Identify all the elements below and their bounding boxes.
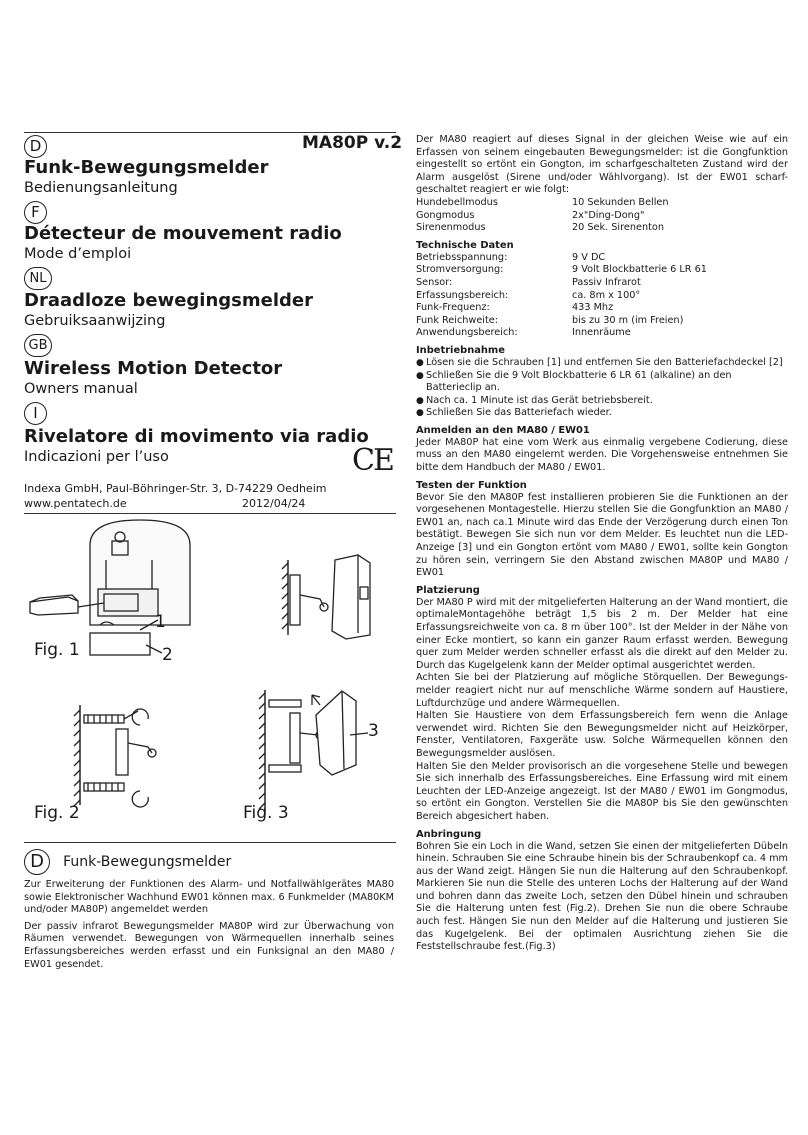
bullet-text: Schließen Sie das Batteriefach wieder.	[426, 407, 612, 419]
model-label: MA80P v.2	[302, 133, 403, 153]
paragraph: Der MA80 reagiert auf dieses Signal in der gleichen Weise wie auf ein Erfassen von seinem eingebauten Bewegungsmelder: ist die Gongfunktion eingestellt so ertönt ein Gongton, im scharfgeschalteten Zustand wird der Alarm ausgelöst (Sirene und/oder Wählvorgang). Ist der EW01 scharf-geschaltet reagiert er wie folgt:	[416, 134, 788, 196]
company-address: Indexa GmbH, Paul-Böhringer-Str. 3, D-74229 Oedheim	[24, 482, 327, 495]
mode-list	[416, 197, 788, 235]
fig3-label: Fig. 3	[243, 803, 289, 823]
bullet-item	[416, 395, 788, 408]
tech-value: Innenräume	[572, 327, 631, 339]
bullet-icon: ●	[416, 395, 424, 406]
tech-key: Anwendungsbereich:	[416, 327, 518, 339]
bullet-item	[416, 357, 788, 370]
setup-heading: Inbetriebnahme	[416, 344, 505, 356]
lang-block-gb	[24, 334, 52, 357]
mode-value: 2x"Ding-Dong"	[572, 209, 645, 221]
bullet-icon: ●	[416, 408, 424, 419]
tech-key: Funk Reichweite:	[416, 314, 499, 326]
lang-code-badge: F	[24, 201, 47, 224]
paragraph: Zur Erweiterung der Funktionen des Alarm- und Notfallwählgerätes MA80 sowie Elektronischer Wachhund EW01 können max. 6 Funkmelder (MA80KM und/oder MA80P) angemeldet werden	[24, 879, 394, 916]
lang-title-gb: Wireless Motion Detector	[24, 358, 283, 379]
tech-list	[416, 252, 788, 340]
register-heading: Anmelden an den MA80 / EW01	[416, 424, 590, 436]
tech-value: 433 Mhz	[572, 302, 614, 314]
tech-row	[416, 327, 788, 340]
lang-code-badge: I	[24, 402, 47, 425]
tech-row	[416, 277, 788, 290]
paragraph: Halten Sie den Melder provisorisch an die vorgesehene Stelle und bewegen Sie sich innerhalb des Erfassungsbereiches. Eine Erfassung wird mit einem Leuchten der LED-Anzeige angezeigt. Ist der MA80 / EW01 im Gongmodus, so ertönt ein Gongton. Verstellen Sie die MA80P bis Sie den gewünschten Bereich abgesichert haben.	[416, 760, 788, 822]
callout-3: 3	[368, 721, 379, 741]
fig1-drawing	[30, 520, 190, 655]
lang-subtitle-nl: Gebruiksaanwijzing	[24, 313, 166, 329]
mode-key: Sirenenmodus	[416, 222, 486, 234]
lang-title-de: Funk-Bewegungsmelder	[24, 157, 269, 178]
bullet-icon: ●	[416, 370, 424, 381]
tech-key: Stromversorgung:	[416, 264, 504, 276]
fig2-label: Fig. 2	[34, 803, 80, 823]
bullet-item	[416, 370, 788, 395]
section-de-body	[24, 879, 394, 975]
tech-key: Erfassungsbereich:	[416, 289, 509, 301]
mode-value: 10 Sekunden Bellen	[572, 196, 669, 208]
paragraph: Bevor Sie den MA80P fest installieren probieren Sie die Funktionen an der vorgesehenen Montagestelle. Hierzu stellen Sie die Gongfunktion an MA80 / EW01 an, nach ca.1 Minute wird das Ende der Verzögerung durch einen Ton bestätigt. Bewegen Sie sich nun vor dem Melder. Es leuchtet nun die LED-Anzeige [3] und ein Gongton ertönt vom MA80 / EW01, sollte kein Gongton zu hören sein, verringern Sie den Abstand zwischen MA80P und MA80 / EW01	[416, 491, 788, 579]
section-heading: Funk-Bewegungsmelder	[63, 854, 232, 870]
right-column	[416, 134, 788, 954]
place-heading: Platzierung	[416, 584, 480, 596]
callout-2: 2	[162, 645, 173, 665]
lang-title-fr: Détecteur de mouvement radio	[24, 223, 342, 244]
lang-code-badge: D	[24, 135, 47, 158]
paragraph: Der MA80 P wird mit der mitgelieferten Halterung an der Wand montiert, die optimaleMontagehöhe beträgt 1,5 bis 2 m. Der Melder hat eine Erfassungsreichweite von ca. 8 m über 100°. Ist der Melder in der Nähe von einer Ecke montiert, so kann ein ganzer Raum erfasst werden. Bewegung quer zum Melder werden schneller erfasst als die direkt auf den Melder zu. Durch das Kugelgelenk kann der Melder optimal ausgerichtet werden.	[416, 596, 788, 671]
mode-row	[416, 210, 788, 223]
callout-1: 1	[155, 612, 166, 632]
tech-row	[416, 252, 788, 265]
tech-key: Betriebsspannung:	[416, 251, 508, 263]
lang-subtitle-de: Bedienungsanleitung	[24, 180, 178, 196]
mode-row	[416, 197, 788, 210]
bullet-icon: ●	[416, 357, 424, 368]
company-website: www.pentatech.de	[24, 497, 127, 510]
tech-key: Sensor:	[416, 276, 453, 288]
section-de-header	[24, 849, 231, 875]
lang-title-it: Rivelatore di movimento via radio	[24, 426, 369, 447]
tech-value: Passiv Infrarot	[572, 276, 641, 288]
mount-heading: Anbringung	[416, 828, 482, 840]
tech-value: bis zu 30 m (im Freien)	[572, 314, 684, 326]
tech-heading: Technische Daten	[416, 239, 514, 251]
paragraph: Jeder MA80P hat eine vom Werk aus einmalig vergebene Codierung, diese muss an den MA80 eingelernt werden. Die Vorgehensweise entnehmen Sie bitte dem Handbuch der MA80 / EW01.	[416, 436, 788, 474]
lang-title-nl: Draadloze bewegingsmelder	[24, 290, 313, 311]
tech-row	[416, 264, 788, 277]
lang-block-fr	[24, 201, 47, 224]
paragraph: Bohren Sie ein Loch in die Wand, setzen Sie einen der mitgelieferten Dübeln hinein. Schrauben Sie eine Schraube hinein bis der Schraubenkopf ca. 4 mm aus der Wand zeigt. Hängen Sie nun die Halterung auf den Schraubenkopf. Markieren Sie nun die Stelle des unteren Lochs der Halterung auf der Wand und bohren dann das zweite Loch, setzen den Dübel hinein und schrauben Sie die Halterung unten fest (Fig.2). Drehen Sie nun die obere Schraube auch fest. Hängen Sie nun den Melder auf die Halterung und justieren Sie das Kugelgelenk. Bei der optimalen Ausrichtung ziehen Sie die Feststellschraube fest.(Fig.3)	[416, 840, 788, 953]
bullet-item	[416, 407, 788, 420]
lang-subtitle-gb: Owners manual	[24, 381, 138, 397]
test-heading: Testen der Funktion	[416, 479, 527, 491]
ce-mark: CE	[352, 443, 393, 478]
header-bottom-rule	[24, 513, 396, 514]
tech-row	[416, 315, 788, 328]
section-rule	[24, 842, 396, 843]
mode-row	[416, 222, 788, 235]
fig3-top-drawing	[282, 555, 370, 639]
tech-key: Funk-Frequenz:	[416, 302, 490, 314]
bullet-text: Nach ca. 1 Minute ist das Gerät betriebsbereit.	[426, 394, 653, 406]
paragraph: Halten Sie Haustiere von dem Erfassungsbereich fern wenn die Anlage verwendet wird. Richten Sie den Bewegungsmelder nicht auf Heizkörper, Fenster, Ventilatoren, Faxgeräte usw. Solche Wärmequellen können den Bewegungsmelder auslösen.	[416, 710, 788, 759]
lang-code-badge: NL	[24, 267, 52, 290]
tech-row	[416, 302, 788, 315]
lang-subtitle-it: Indicazioni per l’uso	[24, 449, 169, 465]
tech-value: ca. 8m x 100°	[572, 289, 641, 301]
lang-block-de	[24, 135, 47, 158]
document-date: 2012/04/24	[242, 497, 306, 510]
figure-illustrations	[20, 515, 400, 835]
fig2-drawing	[74, 705, 156, 807]
fig1-label: Fig. 1	[34, 640, 80, 660]
mode-key: Gongmodus	[416, 209, 475, 221]
tech-value: 9 V DC	[572, 251, 606, 263]
tech-row	[416, 290, 788, 303]
mode-value: 20 Sek. Sirenenton	[572, 222, 664, 234]
bullet-text: Lösen sie die Schrauben [1] und entfernen Sie den Batteriefachdeckel [2]	[426, 356, 783, 368]
paragraph: Der passiv infrarot Bewegungsmelder MA80P wird zur Überwachung von Räumen verwendet. Bewegungen von Wärmequellen innerhalb seines Erfassungsbereiches werden erfasst und ein Funksignal an den MA80 / EW01 gesendet.	[24, 920, 394, 970]
lang-code-badge: D	[24, 849, 50, 875]
lang-block-it	[24, 402, 47, 425]
lang-subtitle-fr: Mode d’emploi	[24, 246, 132, 262]
paragraph: Achten Sie bei der Platzierung auf mögliche Störquellen. Der Bewegungs-melder reagiert nicht nur auf menschliche Wärme sondern auf Haustiere, Luftdurchzüge und andere Wärmequellen.	[416, 672, 788, 709]
tech-value: 9 Volt Blockbatterie 6 LR 61	[572, 264, 707, 276]
lang-block-nl	[24, 267, 52, 290]
lang-code-badge: GB	[24, 334, 52, 357]
mode-key: Hundebellmodus	[416, 196, 498, 208]
fig3-bottom-drawing	[259, 690, 368, 815]
bullet-text: Schließen Sie die 9 Volt Blockbatterie 6 LR 61 (alkaline) an den Batterieclip an.	[426, 369, 732, 394]
